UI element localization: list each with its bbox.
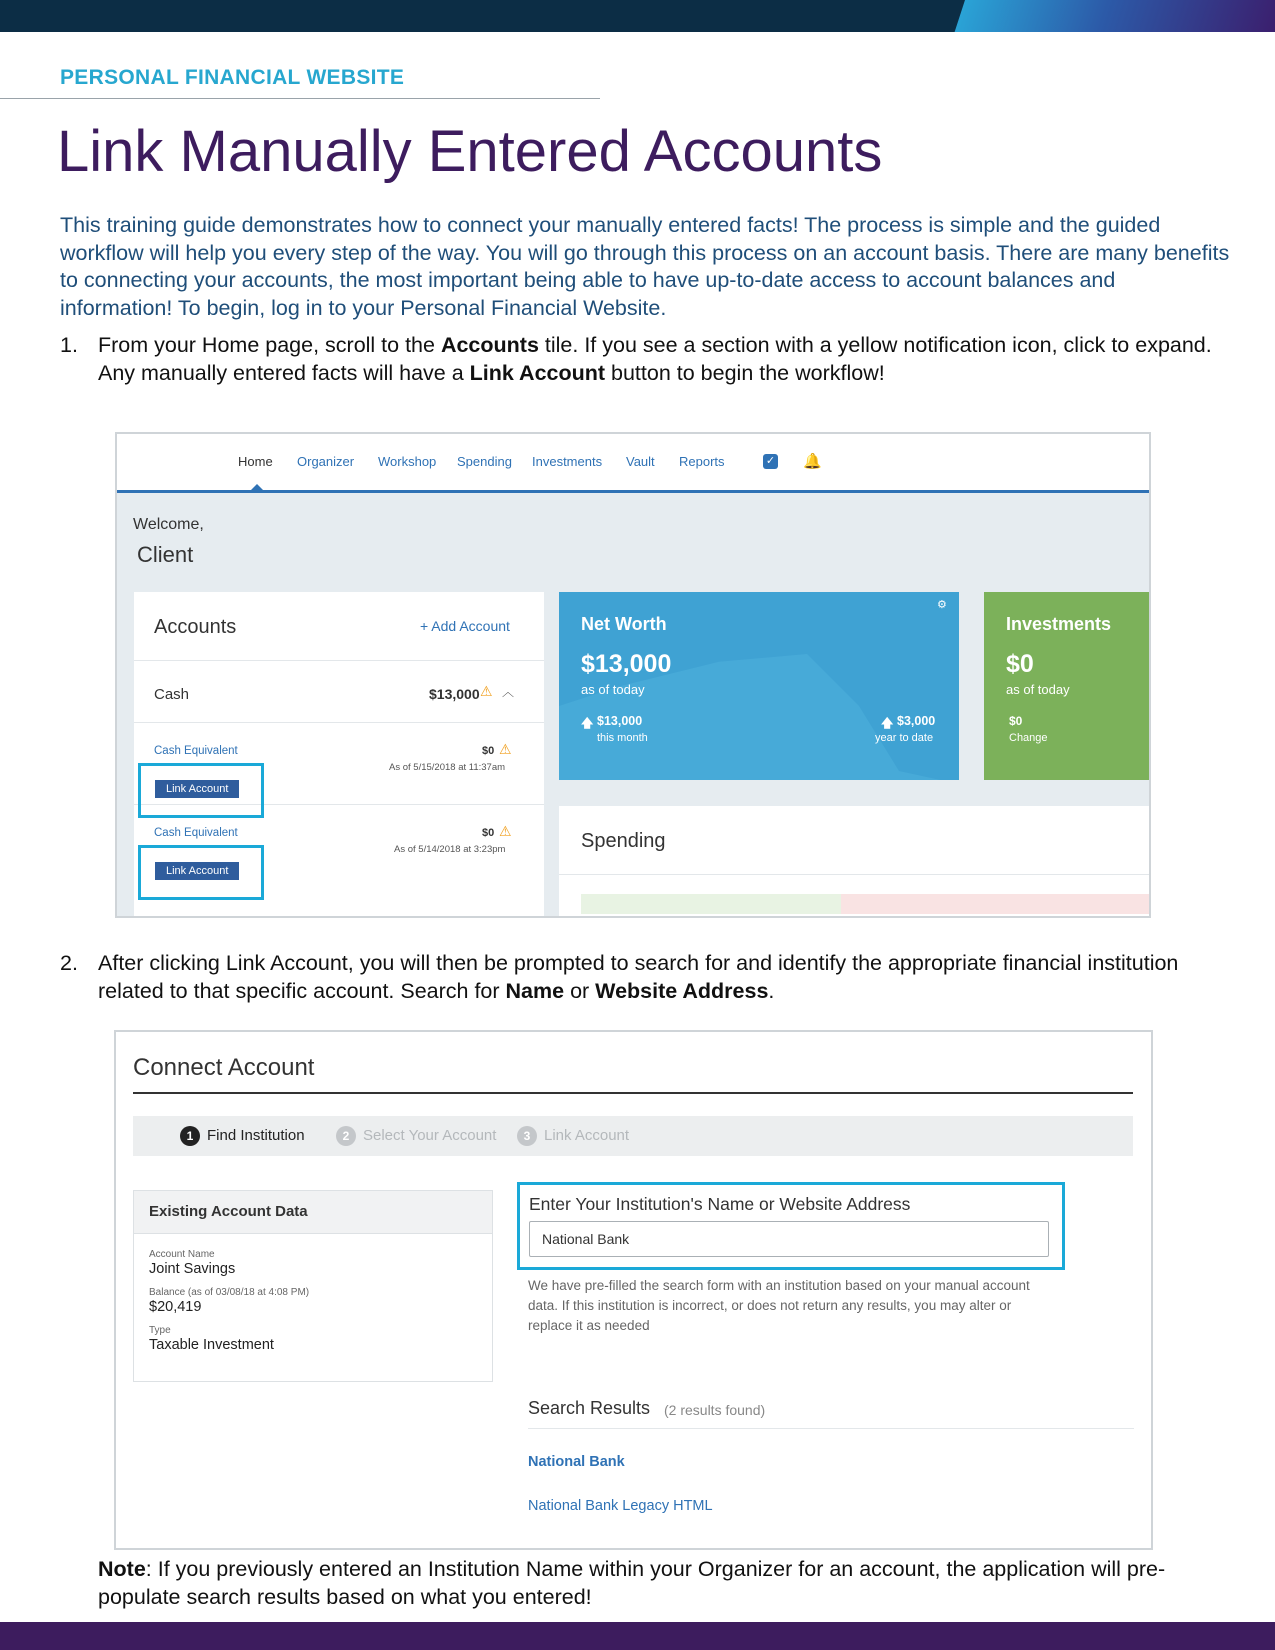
- nav-spending[interactable]: Spending: [457, 454, 512, 469]
- account-name: Cash Equivalent: [154, 745, 238, 757]
- existing-account-data-panel: [133, 1190, 493, 1382]
- active-nav-caret: [250, 484, 264, 491]
- account-value: $0: [482, 745, 495, 757]
- intro-paragraph: This training guide demonstrates how to connect your manually entered facts! The process is simple and the guided workflow will help you every step of the way. You will go through this process on an account basis. There are many benefits to connecting your accounts, the most important being able to have up-to-date access to account balances and information! To begin, log in to your Personal Financial Website.: [60, 213, 1230, 320]
- step-2-label: Select Your Account: [363, 1127, 497, 1144]
- title-divider: [133, 1092, 1133, 1094]
- spending-tile[interactable]: [559, 806, 1151, 918]
- step-emphasis: Name: [505, 978, 565, 1003]
- investments-subtitle: as of today: [1006, 682, 1070, 697]
- month-change-value: $13,000: [597, 714, 643, 728]
- top-banner: [0, 0, 1275, 32]
- warning-icon: ⚠: [499, 741, 512, 757]
- account-value: $0: [482, 827, 495, 839]
- spending-bar: [841, 894, 1151, 914]
- top-nav: [117, 434, 1151, 493]
- existing-account-title: Existing Account Data: [149, 1203, 308, 1220]
- step-emphasis: Website Address: [595, 978, 769, 1003]
- gear-icon[interactable]: ⚙: [937, 599, 947, 611]
- account-asof: As of 5/15/2018 at 11:37am: [389, 762, 506, 773]
- institution-search-input[interactable]: [529, 1221, 1049, 1257]
- balance-value: $20,419: [149, 1299, 202, 1315]
- banner-accent: [955, 0, 1275, 32]
- cash-section[interactable]: [134, 660, 544, 723]
- step-text: After clicking Link Account, you will then be prompted to search for and identify the appropriate financial institution related to that specific account. Search for: [98, 951, 1179, 1003]
- net-worth-title: Net Worth: [581, 614, 667, 634]
- ytd-change-value: $3,000: [897, 714, 936, 728]
- note-label: Note: [98, 1557, 146, 1581]
- type-label: Type: [149, 1325, 171, 1336]
- cash-value: $13,000: [429, 686, 480, 702]
- step-2: [60, 950, 1220, 1005]
- step-emphasis: Link Account: [469, 360, 606, 385]
- search-results-count: (2 results found): [664, 1402, 766, 1418]
- investments-title: Investments: [1006, 614, 1112, 634]
- search-result-link[interactable]: National Bank: [528, 1454, 625, 1470]
- net-worth-tile[interactable]: [559, 592, 959, 780]
- account-asof: As of 5/14/2018 at 3:23pm: [394, 844, 506, 855]
- kicker-divider: [0, 98, 600, 99]
- institution-search-highlight: [517, 1182, 1065, 1270]
- balance-label: Balance (as of 03/08/18 at 4:08 PM): [149, 1287, 310, 1298]
- note-paragraph: [98, 1556, 1218, 1611]
- bottom-banner: [0, 1622, 1275, 1650]
- highlight-box: [138, 845, 264, 900]
- nav-organizer[interactable]: Organizer: [297, 454, 355, 469]
- chevron-up-icon[interactable]: ︿: [502, 685, 515, 699]
- investments-change-label: Change: [1009, 732, 1048, 744]
- warning-icon: ⚠: [480, 683, 493, 699]
- investments-change-value: $0: [1009, 714, 1023, 728]
- wizard-steps: [133, 1116, 1133, 1156]
- nav-vault[interactable]: Vault: [626, 454, 655, 469]
- search-results-title: Search Results: [528, 1398, 651, 1418]
- screenshot-connect-account: [114, 1030, 1153, 1550]
- notification-bell-icon[interactable]: 🔔: [803, 453, 822, 470]
- client-name: Client: [137, 542, 194, 567]
- step-text: .: [768, 978, 775, 1003]
- step-1-label: Find Institution: [207, 1127, 305, 1144]
- arrow-up-icon: 🡅: [581, 716, 594, 730]
- nav-investments[interactable]: Investments: [532, 454, 603, 469]
- document-kicker: PERSONAL FINANCIAL WEBSITE: [60, 66, 405, 89]
- nav-reports[interactable]: Reports: [679, 454, 725, 469]
- net-worth-value: $13,000: [581, 650, 672, 678]
- account-name-label: Account Name: [149, 1249, 215, 1260]
- step-1-badge: 1: [180, 1126, 200, 1146]
- net-worth-subtitle: as of today: [581, 682, 645, 697]
- accounts-tile: [134, 592, 544, 918]
- nav-workshop[interactable]: Workshop: [378, 454, 437, 469]
- warning-icon: ⚠: [499, 823, 512, 839]
- search-label: Enter Your Institution's Name or Website Address: [529, 1194, 911, 1214]
- note-text: : If you previously entered an Institution Name within your Organizer for an account, the application will pre-populate search results based on what you entered!: [98, 1557, 1166, 1609]
- search-help-text: We have pre-filled the search form with an institution based on your manual account data. If this institution is incorrect, or does not return any results, you may alter or replace it as needed: [528, 1278, 1030, 1333]
- highlight-box: [138, 763, 264, 818]
- divider: [559, 874, 1151, 875]
- welcome-text: Welcome,: [133, 516, 204, 533]
- screenshot-home-page: [115, 432, 1151, 918]
- connect-account-title: Connect Account: [133, 1054, 315, 1081]
- cash-label: Cash: [154, 686, 190, 703]
- step-number: 1.: [60, 333, 78, 357]
- results-divider: [528, 1428, 1134, 1429]
- step-2-badge: 2: [336, 1126, 356, 1146]
- account-name: Cash Equivalent: [154, 827, 238, 839]
- step-emphasis: Accounts: [440, 333, 539, 357]
- spending-title: Spending: [581, 830, 666, 852]
- page-title: Link Manually Entered Accounts: [57, 119, 883, 184]
- spending-bar: [581, 894, 841, 914]
- search-result-link[interactable]: National Bank Legacy HTML: [528, 1498, 713, 1514]
- link-account-button[interactable]: Link Account: [155, 862, 239, 880]
- step-1: [60, 332, 1220, 387]
- step-text: From your Home page, scroll to the: [98, 333, 441, 357]
- month-change-label: this month: [597, 732, 648, 744]
- investments-tile[interactable]: [984, 592, 1151, 780]
- tasks-check-icon[interactable]: ✓: [763, 454, 778, 469]
- step-3-label: Link Account: [544, 1127, 630, 1144]
- link-account-button[interactable]: Link Account: [155, 780, 239, 798]
- step-number: 2.: [60, 951, 78, 975]
- nav-home[interactable]: Home: [238, 454, 273, 469]
- investments-value: $0: [1006, 650, 1034, 678]
- accounts-title: Accounts: [154, 616, 237, 638]
- account-name-value: Joint Savings: [149, 1261, 236, 1277]
- step-text: or: [564, 978, 596, 1003]
- add-account-link[interactable]: + Add Account: [420, 618, 510, 634]
- step-text: tile. If you see a section with a yellow notification icon, click to expand. Any manually entered facts will have a: [98, 333, 1212, 385]
- step-text: button to begin the workflow!: [605, 360, 885, 385]
- step-3-badge: 3: [517, 1126, 537, 1146]
- ytd-change-label: year to date: [875, 732, 934, 744]
- type-value: Taxable Investment: [149, 1337, 274, 1353]
- arrow-up-icon: 🡅: [881, 716, 894, 730]
